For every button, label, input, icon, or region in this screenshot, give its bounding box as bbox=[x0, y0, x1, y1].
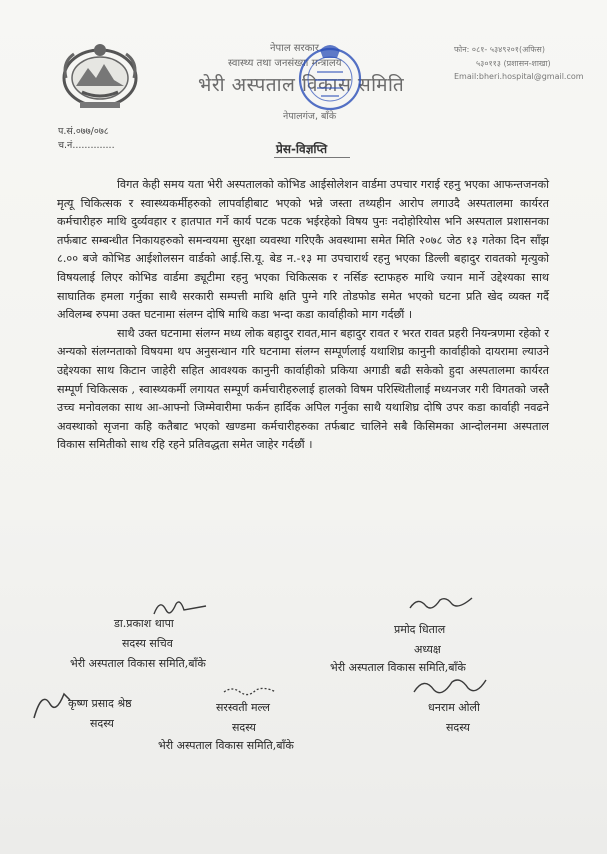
document-heading: प्रेस-विज्ञप्ति bbox=[276, 142, 328, 156]
member1-name: कृष्ण प्रसाद श्रेष्ठ bbox=[68, 697, 132, 710]
heading-underline bbox=[274, 157, 350, 158]
paragraph-2: साथै उक्त घटनामा संलग्न मध्य लोक बहादुर रावत,मान बहादुर रावत र भरत रावत प्रहरी नियन्त्रणमा रहेको र अन्यको संलग्नताको विषयमा थप अनुसन्धान गरि घटनामा संलग्न सम्पूर्णलाई यथाशिघ्र कानुनी कार्वाहीको दायरामा ल्याउने उद्देश्यका साथ किटान जाहेरी सहित आवश्यक कानुनी कार्वाहीको प्रकिया अगाडी बढी सकेको हुदा अस्पतालमा कार्यरत सम्पूर्ण चिकित्सक , स्वास्थ्यकर्मी लगायत सम्पूर्ण कर्मचारीहरुलाई हालको विषम परिस्थितीलाई मध्यनजर गरी विगतको जस्तै उच्च मनोवलका साथ आ-आफ्नो जिम्मेवारीमा फर्कन हार्दिक अपिल गर्नुका साथै यथाशिघ्र दोषि उपर कडा कार्वाही नवढने अवस्थाको सृजना कहि कतैबाट भएको खण्डमा कर्मचारीहरुका तर्फबाट चालिने सबै किसिमका आन्दोलनमा अस्पताल विकास समितीको साथ रहि रहने प्रतिवद्धता समेत जाहेर गर्दछौं । bbox=[57, 326, 549, 452]
contact-email[interactable]: Email:bheri.hospital@gmail.com bbox=[454, 72, 584, 81]
header-government: नेपाल सरकार bbox=[270, 43, 319, 54]
secretary-name: डा.प्रकाश थापा bbox=[114, 617, 174, 630]
member3-name: धनराम ओली bbox=[428, 701, 480, 714]
header-location: नेपालगंज, बाँके bbox=[283, 111, 337, 122]
header-title: भेरी अस्पताल विकास समिति bbox=[198, 74, 405, 96]
secretary-role: सदस्य सचिव bbox=[122, 637, 173, 650]
nepal-emblem-icon bbox=[58, 40, 142, 112]
press-release-body bbox=[57, 176, 549, 455]
chair-role: अध्यक्ष bbox=[414, 643, 441, 656]
member2-name: सरस्वती मल्ल bbox=[216, 701, 270, 714]
contact-phone-office: फोन: ०८१- ५३४९२०१(अफिस) bbox=[454, 45, 545, 54]
member2-role: सदस्य bbox=[232, 721, 256, 734]
contact-phone-admin: ५३०११३ (प्रशासन-शाखा) bbox=[476, 59, 551, 68]
paragraph-1: विगत केही समय यता भेरी अस्पतालको कोभिड आईसोलेशन वार्डमा उपचार गराई रहनु भएका आफन्तजनको मृत्यू चिकित्सक र स्वास्थ्यकर्मीहरुको लापर्वाहीबाट भएको भन्ने जस्ता तथ्यहीन आरोप लगाउदै अस्पतालमा कार्यरत कर्मचारीहरु माथि दुर्व्यवहार र हातपात गर्ने कार्य पटक पटक भईरहेको विषय पुनः नदोहोरियोस भनि अस्पताल प्रशासनका तर्फबाट सम्बन्धीत निकायहरुको समन्वयमा सुरक्षा व्यवस्था गरिएकै अवस्थामा समेत मिति २०७८ जेठ १३ गतेका दिन साँझ ८.०० बजे कोभिड आईशोलसन वार्डको आई.सि.यू. बेड न.-१३ मा उपचारार्थ रहनु भएका डिल्ली बहादुर रावतको मृत्युको विषयलाई लिएर कोभिड वार्डमा ड्यूटीमा रहनु भएका चिकित्सक र नर्सिङ स्टाफहरु माथि ज्यान मार्ने उद्देश्यका साथ साघातिक हमला गर्नुका साथै सरकारी सम्पत्ती माथि क्षति पुग्ने गरि तोडफोड समेत भएको घटना प्रति खेद व्यक्त गर्दै अविलम्ब रुपमा उक्त घटनामा संलग्न दोषि माथि कडा भन्दा कडा कार्वाहीको माग गर्दछौं । bbox=[57, 178, 549, 322]
member2-signature-icon bbox=[220, 684, 280, 698]
member3-signature-icon bbox=[410, 674, 490, 700]
header-ministry: स्वास्थ्य तथा जनसंख्या मन्त्रालय bbox=[228, 58, 342, 69]
member1-role: सदस्य bbox=[90, 717, 114, 730]
reference-number: प.सं.०७७/०७८ bbox=[58, 126, 109, 137]
office-stamp-icon bbox=[295, 36, 365, 122]
secretary-org: भेरी अस्पताल विकास समिति,बाँके bbox=[70, 657, 206, 670]
chair-name: प्रमोद धिताल bbox=[394, 623, 446, 636]
member3-role: सदस्य bbox=[446, 721, 470, 734]
footer-organization: भेरी अस्पताल विकास समिति,बाँके bbox=[158, 739, 294, 752]
dispatch-number: च.नं.............. bbox=[58, 140, 115, 151]
chair-signature-icon bbox=[406, 592, 476, 616]
chair-org: भेरी अस्पताल विकास समिति,बाँके bbox=[330, 661, 466, 674]
